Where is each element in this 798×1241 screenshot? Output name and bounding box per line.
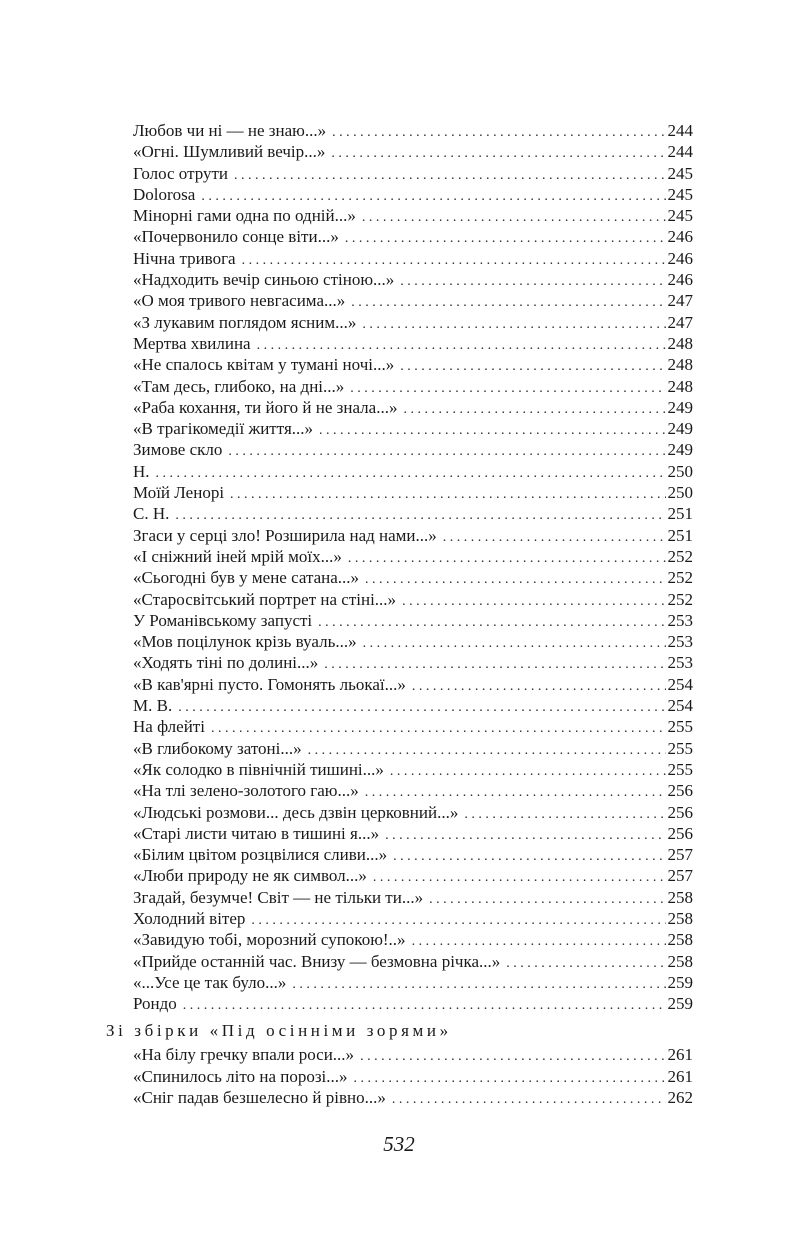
toc-entry [133,205,693,226]
toc-entry [133,567,693,588]
toc-entry [133,1087,693,1108]
toc-entry-title: «Огні. Шумливий вечір...» [133,142,326,162]
toc-entry-title: «Почервонило сонце віти...» [133,227,339,247]
toc-entry-title: «Ходять тіні по долині...» [133,653,319,673]
toc-entry-title: У Романівському запусті [133,610,313,630]
toc-entry-page: 245 [667,163,693,183]
toc-entry [133,312,693,333]
toc-entry-title: Голос отрути [133,163,229,183]
dot-leader [362,314,665,335]
toc-entry [133,120,693,141]
toc-entry-page: 251 [667,525,693,545]
toc-entry-title: «І сніжний іней мрій моїх...» [133,546,342,566]
toc-entry-title: «Прийде останній час. Внизу — безмовна річка...» [133,951,501,971]
toc-entry-title: «Сьогодні був у мене сатана...» [133,568,360,588]
toc-entry [133,652,693,673]
toc-entry-page: 245 [667,184,693,204]
toc-entry-title: «Мов поцілунок крізь вуаль...» [133,632,357,652]
toc-entry-title: Рондо [133,994,177,1014]
toc-entry-title: Холодний вітер [133,908,246,928]
toc-entry-title: «Сніг падав безшелесно й рівно...» [133,1088,386,1108]
toc-entry-page: 253 [667,653,693,673]
toc-entry-page: 258 [667,951,693,971]
toc-entry-page: 254 [667,696,693,716]
toc-entry [133,674,693,695]
toc-entry-page: 248 [667,355,693,375]
toc-entry-page: 246 [667,227,693,247]
toc-entry [133,951,693,972]
toc-entry-title: «На білу гречку впали роси...» [133,1045,355,1065]
toc-entry [133,887,693,908]
dot-leader [354,1068,666,1089]
dot-leader [230,484,665,505]
toc-entry-title: Любов чи ні — не знаю...» [133,121,327,140]
toc-entry-page: 249 [667,397,693,417]
dot-leader [365,782,666,803]
toc-entry-page: 253 [667,632,693,652]
toc-entries-list [133,120,693,1014]
toc-entry-page: 252 [667,568,693,588]
toc-entry-title: «Надходить вечір синьою стіною...» [133,270,395,290]
toc-entry-page: 251 [667,504,693,524]
toc-entry [133,226,693,247]
dot-leader [156,463,666,484]
toc-entry-title: Мертва хвилина [133,333,251,353]
toc-entry-page: 259 [667,994,693,1014]
toc-entry [133,610,693,631]
toc-entry-title: «В глибокому затоні...» [133,738,302,758]
toc-entry-page: 250 [667,483,693,503]
toc-entry-title: На флейті [133,717,205,737]
dot-leader [251,910,665,931]
toc-entry-page: 244 [667,142,693,162]
toc-entry-page: 249 [667,440,693,460]
toc-entry [133,865,693,886]
toc-entry [133,546,693,567]
toc-entry [133,844,693,865]
toc-entry-page: 255 [667,759,693,779]
toc-entry-title: «Людські розмови... десь дзвін церковний...» [133,802,459,822]
dot-leader [390,761,666,782]
toc-entry-title: «Там десь, глибоко, на дні...» [133,376,345,396]
dot-leader [201,186,665,207]
toc-entry [133,482,693,503]
toc-entry-title: «Як солодко в північній тишині...» [133,759,384,779]
toc-entry-title: «На тлі зелено-золотого гаю...» [133,781,359,801]
toc-entry [133,418,693,439]
toc-entry-page: 249 [667,419,693,439]
toc-entry-title: Згадай, безумче! Світ — не тільки ти...» [133,887,424,907]
dot-leader [183,995,666,1016]
toc-entry [133,993,693,1014]
toc-entry [133,354,693,375]
dot-leader [360,1046,665,1067]
toc-entry-page: 261 [667,1045,693,1065]
toc-entry-page: 244 [667,121,693,140]
toc-entry-page: 250 [667,461,693,481]
toc-entry [133,1044,693,1065]
toc-entry-title: Нічна тривога [133,248,236,268]
toc-entry-page: 247 [667,312,693,332]
toc-entry [133,1066,693,1087]
dot-leader [351,292,665,313]
toc-entry-page: 248 [667,376,693,396]
dot-leader [345,228,666,249]
toc-entry-page: 258 [667,908,693,928]
dot-leader [412,931,666,952]
toc-entry-page: 257 [667,866,693,886]
dot-leader [362,207,666,228]
toc-entry-page: 262 [667,1088,693,1108]
dot-leader [332,122,665,143]
dot-leader [402,591,665,612]
toc-entry-page: 259 [667,972,693,992]
dot-leader [385,825,665,846]
dot-leader [211,718,666,739]
dot-leader [242,250,666,271]
toc-entry-title: «...Усе це так було...» [133,972,287,992]
toc-entry-title: «Білим цвітом розцвілися сливи...» [133,845,388,865]
toc-entry [133,376,693,397]
toc-entry [133,525,693,546]
toc-entry-page: 248 [667,333,693,353]
toc-entry [133,695,693,716]
toc-entry [133,929,693,950]
dot-leader [365,569,665,590]
dot-leader [403,399,665,420]
toc-entry [133,163,693,184]
dot-leader [412,676,666,697]
toc-entry-title: «В трагікомедії життя...» [133,419,314,439]
toc-entry [133,716,693,737]
dot-leader [308,740,666,761]
dot-leader [257,335,666,356]
toc-entry [133,738,693,759]
dot-leader [234,165,665,186]
toc-entry [133,759,693,780]
dot-leader [464,804,665,825]
dot-leader [443,527,666,548]
toc-entry-title: Dolorosa [133,184,196,204]
toc-entry-page: 254 [667,674,693,694]
toc-entry [133,823,693,844]
toc-entry-title: Н. [133,461,150,481]
table-of-contents [106,120,693,1108]
dot-leader [324,654,665,675]
page-number: 532 [383,1132,415,1156]
toc-entry-page: 245 [667,206,693,226]
section-heading: Зі збірки «Під осінніми зорями» [106,1021,452,1041]
toc-entry-title: «Не спалось квітам у тумані ночі...» [133,355,395,375]
dot-leader [392,1089,666,1110]
toc-entry-title: Згаси у серці зло! Розширила над нами...» [133,525,437,545]
toc-entry [133,589,693,610]
toc-entry-title: «Спинилось літо на порозі...» [133,1066,348,1086]
toc-entry-page: 246 [667,270,693,290]
toc-entry-page: 247 [667,291,693,311]
toc-entry [133,780,693,801]
toc-entry-page: 255 [667,738,693,758]
toc-entry [133,972,693,993]
dot-leader [292,974,665,995]
toc-entry [133,290,693,311]
toc-entry [133,631,693,652]
toc-entry-title: «О моя тривого невгасима...» [133,291,346,311]
toc-entry-page: 256 [667,781,693,801]
toc-section-entries-list [133,1044,693,1108]
toc-entry-page: 253 [667,610,693,630]
toc-entry [133,397,693,418]
dot-leader [373,867,666,888]
toc-entry-page: 258 [667,930,693,950]
toc-entry-title: «Старі листи читаю в тишині я...» [133,823,380,843]
toc-entry [133,503,693,524]
toc-entry-title: «З лукавим поглядом ясним...» [133,312,357,332]
toc-entry [133,141,693,162]
toc-entry-title: С. Н. [133,504,170,524]
dot-leader [350,378,665,399]
toc-entry-title: «Люби природу не як символ...» [133,866,367,886]
toc-entry [133,333,693,354]
dot-leader [363,633,666,654]
dot-leader [178,697,665,718]
toc-entry-page: 256 [667,802,693,822]
toc-entry [133,802,693,823]
toc-entry-page: 252 [667,589,693,609]
dot-leader [228,441,665,462]
toc-entry-page: 246 [667,248,693,268]
toc-entry-page: 256 [667,823,693,843]
dot-leader [429,889,665,910]
toc-entry-title: «Завидую тобі, морозний супокою!..» [133,930,406,950]
toc-entry-title: Мінорні гами одна по одній...» [133,206,356,226]
toc-entry [133,908,693,929]
dot-leader [393,846,665,867]
dot-leader [318,612,665,633]
toc-entry [133,184,693,205]
toc-entry-page: 257 [667,845,693,865]
toc-entry-page: 261 [667,1066,693,1086]
toc-entry-title: М. В. [133,696,173,716]
dot-leader [400,271,665,292]
toc-entry [133,248,693,269]
toc-entry-title: Зимове скло [133,440,223,460]
dot-leader [506,953,665,974]
dot-leader [175,505,665,526]
toc-entry-title: «Раба кохання, ти його й не знала...» [133,397,398,417]
toc-entry [133,439,693,460]
dot-leader [319,420,665,441]
toc-entry-title: Моїй Ленорі [133,483,225,503]
toc-entry [133,461,693,482]
toc-entry-page: 258 [667,887,693,907]
toc-entry-title: «В кав'ярні пусто. Гомонять льокаї...» [133,674,406,694]
dot-leader [331,143,665,164]
toc-entry-page: 255 [667,717,693,737]
dot-leader [400,356,665,377]
dot-leader [348,548,666,569]
toc-entry-page: 252 [667,546,693,566]
toc-entry-title: «Старосвітський портрет на стіні...» [133,589,397,609]
toc-entry [133,269,693,290]
